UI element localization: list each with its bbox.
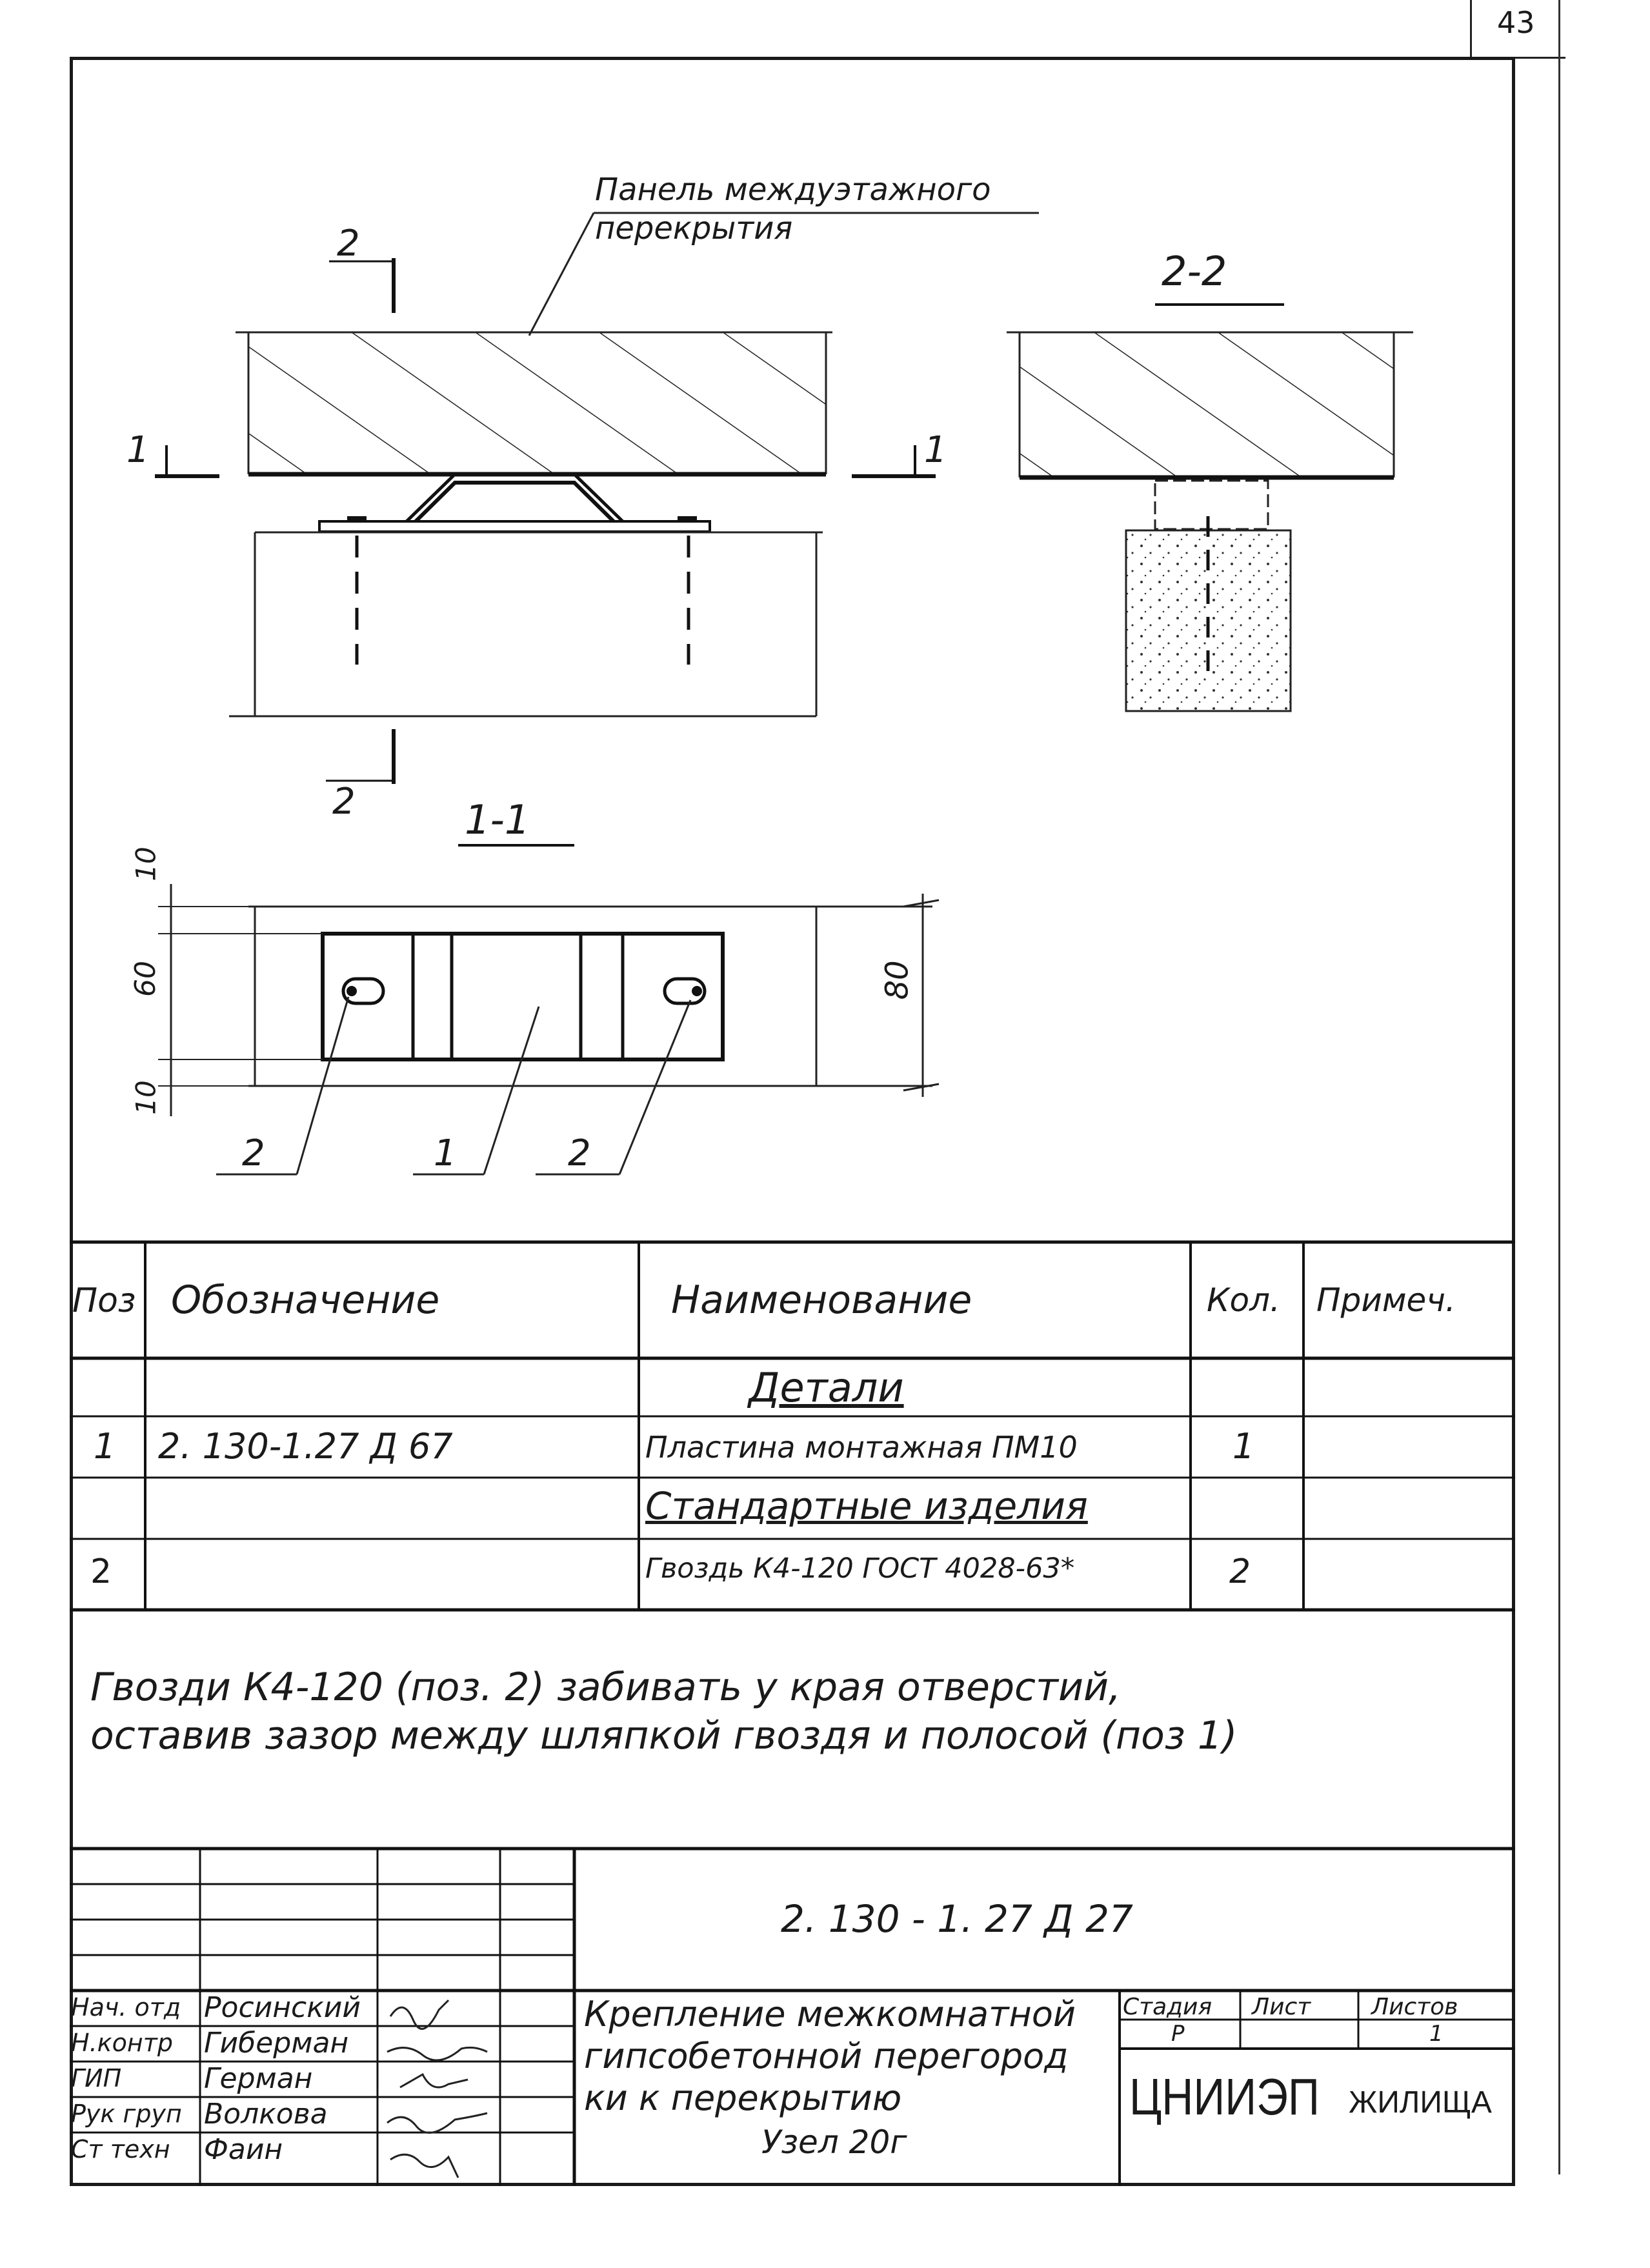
sig-role-4: Рук груп xyxy=(71,2100,182,2128)
header-designation: Обозначение xyxy=(171,1278,440,1323)
row1-qty: 1 xyxy=(1232,1426,1255,1467)
cut-mark-2-bottom: 2 xyxy=(332,781,356,823)
header-qty: Кол. xyxy=(1207,1281,1280,1319)
doc-code: 2. 130 - 1. 27 Д 27 xyxy=(781,1897,1133,1941)
sig-name-1: Росинский xyxy=(204,1991,361,2024)
row2-name: Гвоздь К4-120 ГОСТ 4028-63* xyxy=(645,1552,1075,1585)
section-standard: Стандартные изделия xyxy=(645,1484,1088,1528)
signature-3 xyxy=(400,2074,468,2087)
header-pos: Поз xyxy=(72,1281,136,1320)
sig-role-3: ГИП xyxy=(71,2064,122,2092)
dim-80: 80 xyxy=(879,960,916,1000)
sig-role-1: Нач. отд xyxy=(71,1993,181,2022)
page-number: 43 xyxy=(1497,5,1535,40)
dim-60: 60 xyxy=(129,961,162,997)
panel-label-line1: Панель междуэтажного xyxy=(595,172,991,208)
note-line1: Гвозди К4-120 (поз. 2) забивать у края отверстий, xyxy=(90,1665,1122,1710)
panel-label-line2: перекрытия xyxy=(595,210,793,246)
sig-name-2: Гиберман xyxy=(204,2027,349,2060)
title-line2: гипсобетонной перегород xyxy=(584,2036,1069,2076)
sig-role-5: Ст техн xyxy=(71,2135,170,2163)
stage-label: Стадия xyxy=(1123,1994,1212,2020)
signature-2 xyxy=(387,2047,487,2060)
sig-name-4: Волкова xyxy=(204,2098,328,2131)
dim-10-bottom: 10 xyxy=(130,1080,162,1115)
cut-mark-1-right: 1 xyxy=(924,429,947,471)
sheets-label: Листов xyxy=(1371,1994,1458,2020)
header-name: Наименование xyxy=(671,1278,972,1323)
dim-10-top: 10 xyxy=(130,847,162,881)
sheet-label: Лист xyxy=(1252,1994,1311,2020)
title-line4: Узел 20г xyxy=(761,2123,907,2161)
row2-qty: 2 xyxy=(1229,1552,1251,1591)
signature-5 xyxy=(390,2154,458,2178)
callout-right: 2 xyxy=(568,1132,591,1174)
title-line1: Крепление межкомнатной xyxy=(584,1994,1076,2034)
org-name: ЦНИИЭП xyxy=(1129,2068,1320,2125)
sheets-value: 1 xyxy=(1429,2021,1444,2047)
cut-mark-1-left: 1 xyxy=(126,429,150,471)
header-note: Примеч. xyxy=(1316,1281,1456,1319)
cut-mark-2-top: 2 xyxy=(337,223,360,265)
row2-pos: 2 xyxy=(90,1552,112,1591)
row1-name: Пластина монтажная ПМ10 xyxy=(645,1430,1078,1465)
title-line3: ки к перекрытию xyxy=(584,2078,902,2118)
org-suffix: ЖИЛИЩА xyxy=(1349,2085,1492,2120)
callout-middle: 1 xyxy=(434,1132,457,1174)
section-1-1-title: 1-1 xyxy=(465,796,530,843)
sig-name-5: Фаин xyxy=(204,2133,283,2166)
section-2-2-title: 2-2 xyxy=(1162,248,1227,295)
callout-left: 2 xyxy=(242,1132,265,1174)
signatures-scribbles xyxy=(377,1991,500,2186)
row1-pos: 1 xyxy=(94,1426,116,1467)
sig-role-2: Н.контр xyxy=(71,2029,173,2057)
signature-1 xyxy=(390,2000,448,2029)
sig-name-3: Герман xyxy=(204,2062,313,2095)
section-details: Детали xyxy=(749,1364,904,1411)
signature-4 xyxy=(387,2113,487,2133)
stage-value: Р xyxy=(1171,2021,1185,2047)
note-line2: оставив зазор между шляпкой гвоздя и полосой (поз 1) xyxy=(90,1713,1238,1758)
row1-designation: 2. 130-1.27 Д 67 xyxy=(158,1426,453,1467)
